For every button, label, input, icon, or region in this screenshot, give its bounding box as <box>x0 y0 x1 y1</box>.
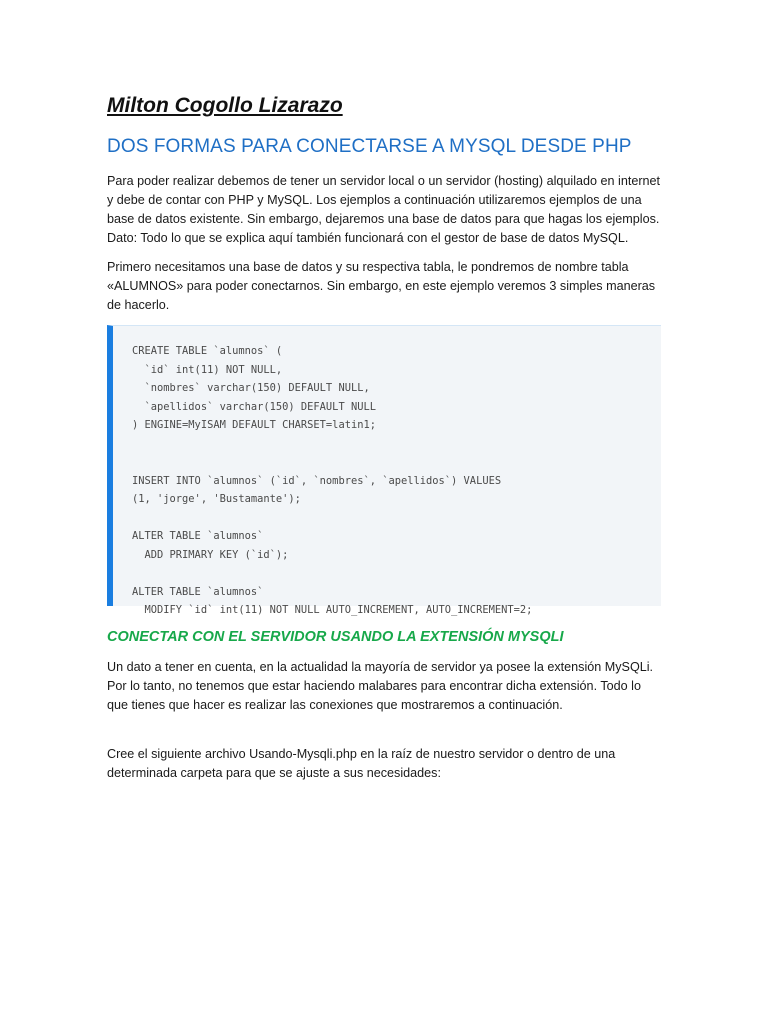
code-line: CREATE TABLE `alumnos` ( <box>132 345 283 357</box>
code-line: ) ENGINE=MyISAM DEFAULT CHARSET=latin1; <box>132 419 376 431</box>
paragraph-spacer <box>107 725 661 745</box>
code-line: ADD PRIMARY KEY (`id`); <box>132 548 289 561</box>
mysqli-paragraph: Un dato a tener en cuenta, en la actualidad la mayoría de servidor ya posee la extensión MySQLi. Por lo tanto, no tenemos que estar haciendo malabares para encontrar dicha extensión. Todo lo que tienes que hacer es realizar las conexiones que mostraremos a continuación. <box>107 660 654 712</box>
code-line <box>132 453 651 472</box>
code-line: (1, 'jorge', 'Bustamante'); <box>132 493 301 505</box>
code-line: ALTER TABLE `alumnos` <box>132 585 264 598</box>
code-line <box>132 509 651 528</box>
code-line <box>132 564 651 583</box>
sql-code-block <box>107 325 661 616</box>
section-title-mysqli: CONECTAR CON EL SERVIDOR USANDO LA EXTENSIÓN MYSQLI <box>107 629 564 645</box>
code-line <box>132 435 651 454</box>
table-paragraph: Primero necesitamos una base de datos y su respectiva tabla, le pondremos de nombre tabla «ALUMNOS» para poder conectarnos. Sin embargo, en este ejemplo veremos 3 simples maneras de hacerlo. <box>107 260 656 312</box>
code-line: `apellidos` varchar(150) DEFAULT NULL <box>132 400 376 413</box>
code-line: MODIFY `id` int(11) NOT NULL AUTO_INCREMENT, AUTO_INCREMENT=2; <box>132 604 533 616</box>
author-name: Milton Cogollo Lizarazo <box>107 94 343 117</box>
document-page <box>107 92 661 793</box>
code-line: INSERT INTO `alumnos` (`id`, `nombres`, `apellidos`) VALUES <box>132 474 502 487</box>
intro-paragraph: Para poder realizar debemos de tener un servidor local o un servidor (hosting) alquilado en internet y debe de contar con PHP y MySQL. Los ejemplos a continuación utilizaremos ejemplos de una base de datos existente. Sin embargo, dejaremos una base de datos para que hagas los ejemplos. Dato: Todo lo que se explica aquí también funcionará con el gestor de base de datos MySQL. <box>107 174 661 245</box>
create-file-paragraph: Cree el siguiente archivo Usando-Mysqli.php en la raíz de nuestro servidor o dentro de una determinada carpeta para que se ajuste a sus necesidades: <box>107 747 616 780</box>
code-line: `nombres` varchar(150) DEFAULT NULL, <box>132 382 370 394</box>
code-line: ALTER TABLE `alumnos` <box>132 530 264 542</box>
document-title: DOS FORMAS PARA CONECTARSE A MYSQL DESDE PHP <box>107 136 632 157</box>
code-line: `id` int(11) NOT NULL, <box>132 363 283 376</box>
